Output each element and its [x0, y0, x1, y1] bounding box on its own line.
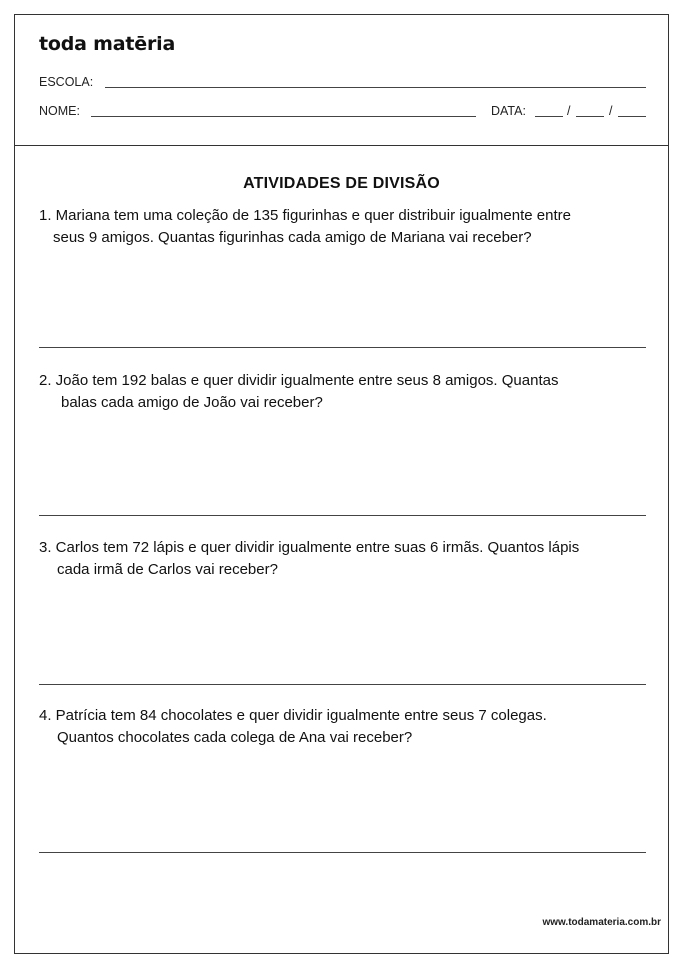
- question-4: [39, 705, 649, 749]
- question-2: [39, 370, 649, 414]
- answer-line-3[interactable]: [39, 684, 646, 685]
- brand-logo: toda matēria: [39, 33, 176, 55]
- question-3-line-1: 3. Carlos tem 72 lápis e quer dividir igualmente entre suas 6 irmãs. Quantos lápis: [39, 539, 580, 556]
- question-4-line-2: Quantos chocolates cada colega de Ana vai receber?: [57, 729, 413, 746]
- question-1-line-1: 1. Mariana tem uma coleção de 135 figurinhas e quer distribuir igualmente entre: [39, 207, 571, 224]
- answer-line-4[interactable]: [39, 852, 646, 853]
- answer-line-1[interactable]: [39, 347, 646, 348]
- name-label: NOME:: [39, 104, 80, 118]
- date-label: DATA:: [491, 104, 526, 118]
- date-year-field[interactable]: [618, 116, 646, 117]
- question-2-line-2: balas cada amigo de João vai receber?: [61, 394, 323, 411]
- page-title: ATIVIDADES DE DIVISÃO: [243, 175, 440, 192]
- question-2-line-1: 2. João tem 192 balas e quer dividir igualmente entre seus 8 amigos. Quantas: [39, 372, 559, 389]
- question-1-line-2: seus 9 amigos. Quantas figurinhas cada amigo de Mariana vai receber?: [53, 229, 532, 246]
- footer-url[interactable]: www.todamateria.com.br: [542, 917, 661, 928]
- question-1: [39, 205, 649, 249]
- question-4-line-1: 4. Patrícia tem 84 chocolates e quer dividir igualmente entre seus 7 colegas.: [39, 707, 547, 724]
- date-month-field[interactable]: [576, 116, 604, 117]
- question-3: [39, 537, 649, 581]
- name-field[interactable]: [91, 116, 476, 117]
- school-field[interactable]: [105, 87, 646, 88]
- question-3-line-2: cada irmã de Carlos vai receber?: [57, 561, 278, 578]
- header: [15, 15, 668, 146]
- school-label: ESCOLA:: [39, 75, 94, 89]
- answer-line-2[interactable]: [39, 515, 646, 516]
- date-day-field[interactable]: [535, 116, 563, 117]
- date-separator-2: /: [609, 104, 613, 118]
- worksheet: [14, 14, 669, 954]
- date-separator-1: /: [567, 104, 571, 118]
